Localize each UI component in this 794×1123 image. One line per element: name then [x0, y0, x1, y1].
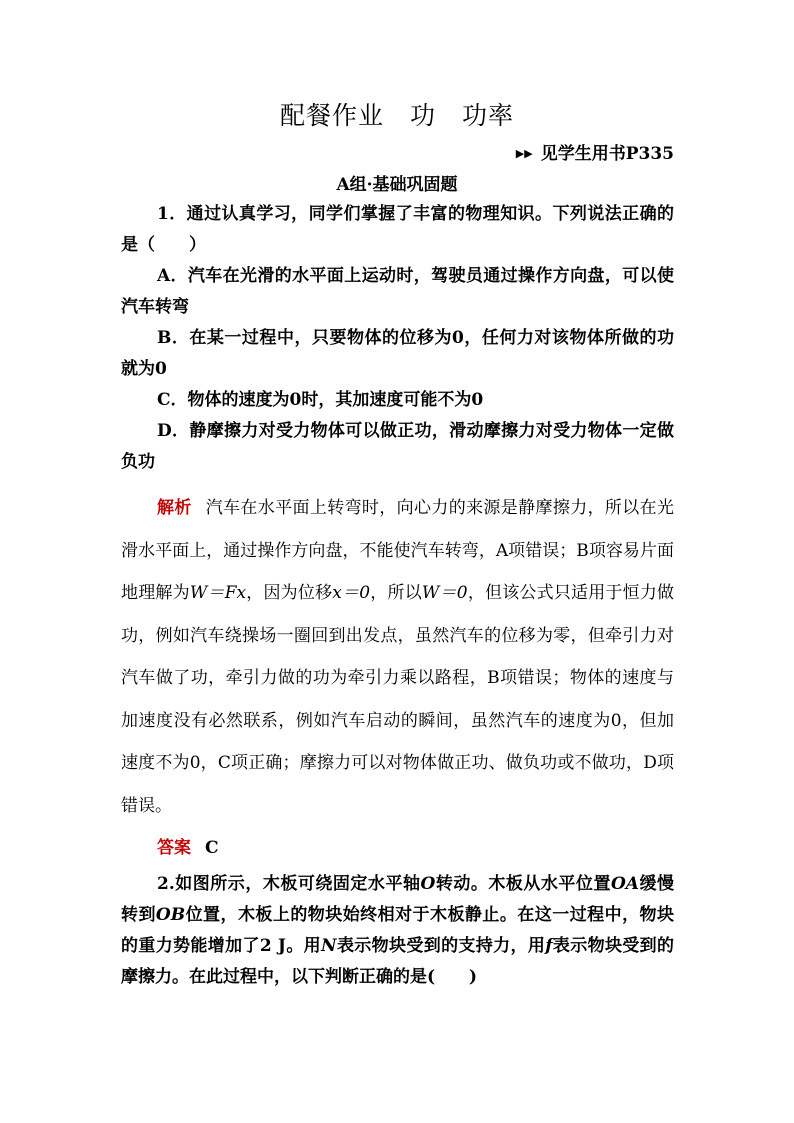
analysis-text-3: ，所以 — [370, 583, 422, 603]
question-1-answer — [121, 827, 674, 869]
q2-text-5: 表示物块受到的支持力，用 — [336, 936, 546, 956]
position-oa: OA — [610, 874, 639, 894]
student-book-reference — [516, 139, 674, 164]
formula-w-fx: W＝Fx — [189, 583, 247, 603]
question-2-stem — [121, 869, 674, 993]
question-1-option-d: D．静摩擦力对受力物体可以做正功，滑动摩擦力对受力物体一定做负功 — [121, 421, 674, 472]
answer-value: C — [205, 838, 219, 858]
position-ob: OB — [155, 905, 186, 925]
analysis-text-1: 汽车在水平面上转弯时，向心力的来源是静摩擦力，所以在光滑水平面上，通过操作方向盘，不能使汽车转弯，A项错误；B项容易片面地理解为 — [121, 498, 675, 603]
page-title: 配餐作业 功 功率 — [279, 101, 514, 130]
analysis-text-2: ，因为位移 — [246, 583, 333, 603]
formula-w-0: W＝0 — [421, 583, 468, 603]
q2-text-3: 缓慢转到 — [121, 874, 674, 925]
formula-x-0: x＝0 — [332, 583, 371, 603]
question-1-option-c: C．物体的速度为0时，其加速度可能不为0 — [157, 390, 484, 410]
answer-label: 答案 — [157, 838, 191, 858]
q2-text-1: 2.如图所示，木板可绕固定水平轴 — [157, 874, 421, 894]
axis-o: O — [420, 874, 436, 894]
question-1-stem: 1．通过认真学习，同学们掌握了丰富的物理知识。下列说法正确的是（ ） — [121, 204, 674, 255]
symbol-n: N — [321, 936, 337, 956]
double-arrow-icon: ▶▶ — [515, 147, 533, 160]
analysis-label: 解析 — [157, 498, 192, 518]
content-body — [121, 199, 674, 993]
question-1-option-b: B．在某一过程中，只要物体的位移为0，任何力对该物体所做的功就为0 — [121, 328, 674, 379]
question-2 — [121, 869, 674, 993]
q2-text-6: 表示物块受到的摩擦力。在此过程中，以下判断正确的是( ) — [121, 936, 675, 987]
group-heading: A组·基础巩固题 — [336, 175, 458, 195]
analysis-text-4: ，但该公式只适用于恒力做功，例如汽车绕操场一圈回到出发点，虽然汽车的位移为零，但牵引力对汽车做了功，牵引力做的功为牵引力乘以路程，B项错误；物体的速度与加速度没有必然联系，例如汽车启动的瞬间，虽然汽车的速度为0，但加速度不为0，C项正确；摩擦力可以对物体做正功、做负功或不做功，D项错误。 — [121, 583, 675, 816]
symbol-f: f — [545, 936, 553, 956]
q2-text-2: 转动。木板从水平位置 — [435, 874, 611, 894]
reference-text: 见学生用书P335 — [540, 144, 674, 164]
q2-text-4: 位置，木板上的物块始终相对于木板静止。在这一过程中，物块的重力势能增加了2 J。用 — [121, 905, 674, 956]
question-1-analysis — [121, 487, 674, 827]
question-1-option-a: A．汽车在光滑的水平面上运动时，驾驶员通过操作方向盘，可以使汽车转弯 — [121, 266, 674, 317]
question-1 — [121, 199, 674, 478]
